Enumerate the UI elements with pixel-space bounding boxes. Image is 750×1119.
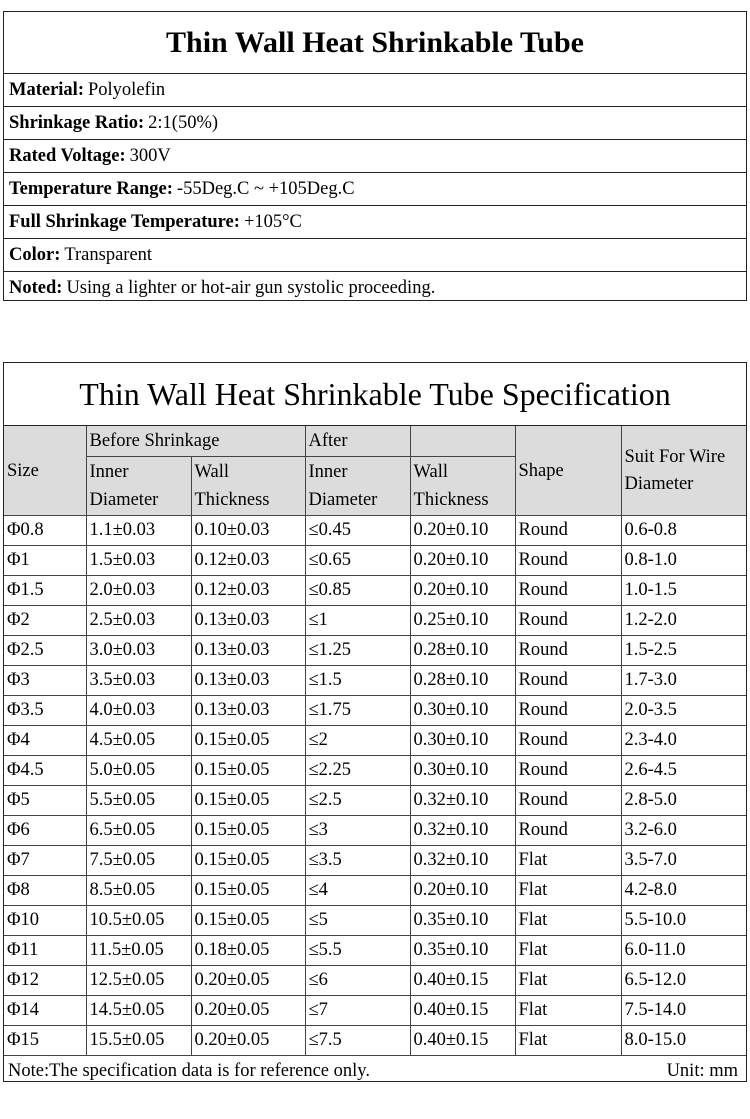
after-inner-cell: ≤5.5 xyxy=(305,936,410,966)
before-wall-cell: 0.15±0.05 xyxy=(191,816,305,846)
properties-title: Thin Wall Heat Shrinkable Tube xyxy=(4,12,746,74)
before-inner-cell: 11.5±0.05 xyxy=(86,936,191,966)
before-wall-cell: 0.20±0.05 xyxy=(191,1026,305,1056)
size-cell: Φ3.5 xyxy=(4,696,86,726)
suit-cell: 4.2-8.0 xyxy=(621,876,746,906)
header-shape: Shape xyxy=(515,426,621,516)
property-value: +105°C xyxy=(243,211,302,232)
header-before-wall-thickness: Wall Thickness xyxy=(191,457,305,516)
before-wall-cell: 0.15±0.05 xyxy=(191,846,305,876)
shape-cell: Flat xyxy=(515,966,621,996)
table-row xyxy=(4,516,746,546)
after-inner-cell: ≤7 xyxy=(305,996,410,1026)
table-row xyxy=(4,636,746,666)
size-cell: Φ2.5 xyxy=(4,636,86,666)
shape-cell: Flat xyxy=(515,906,621,936)
before-wall-cell: 0.15±0.05 xyxy=(191,876,305,906)
shape-cell: Flat xyxy=(515,1026,621,1056)
table-row xyxy=(4,786,746,816)
after-wall-cell: 0.32±0.10 xyxy=(410,846,515,876)
after-wall-cell: 0.32±0.10 xyxy=(410,786,515,816)
before-wall-cell: 0.15±0.05 xyxy=(191,906,305,936)
suit-cell: 8.0-15.0 xyxy=(621,1026,746,1056)
before-wall-cell: 0.20±0.05 xyxy=(191,966,305,996)
before-wall-cell: 0.13±0.03 xyxy=(191,606,305,636)
table-row xyxy=(4,696,746,726)
suit-cell: 2.6-4.5 xyxy=(621,756,746,786)
header-after-wall-thickness: Wall Thickness xyxy=(410,457,515,516)
before-inner-cell: 10.5±0.05 xyxy=(86,906,191,936)
suit-cell: 2.3-4.0 xyxy=(621,726,746,756)
suit-cell: 6.0-11.0 xyxy=(621,936,746,966)
shape-cell: Round xyxy=(515,546,621,576)
after-inner-cell: ≤5 xyxy=(305,906,410,936)
table-row xyxy=(4,846,746,876)
shape-cell: Flat xyxy=(515,936,621,966)
header-after: After xyxy=(305,426,410,457)
after-inner-cell: ≤2.25 xyxy=(305,756,410,786)
before-inner-cell: 15.5±0.05 xyxy=(86,1026,191,1056)
after-wall-cell: 0.20±0.10 xyxy=(410,876,515,906)
specification-table xyxy=(3,362,747,1082)
shape-cell: Flat xyxy=(515,846,621,876)
before-inner-cell: 3.5±0.03 xyxy=(86,666,191,696)
before-inner-cell: 4.0±0.03 xyxy=(86,696,191,726)
suit-cell: 0.6-0.8 xyxy=(621,516,746,546)
suit-cell: 0.8-1.0 xyxy=(621,546,746,576)
property-label: Full Shrinkage Temperature: xyxy=(9,211,240,232)
shape-cell: Flat xyxy=(515,876,621,906)
table-row xyxy=(4,546,746,576)
after-wall-cell: 0.35±0.10 xyxy=(410,936,515,966)
after-inner-cell: ≤4 xyxy=(305,876,410,906)
shape-cell: Round xyxy=(515,756,621,786)
suit-cell: 1.5-2.5 xyxy=(621,636,746,666)
property-row xyxy=(4,107,746,140)
size-cell: Φ12 xyxy=(4,966,86,996)
spec-title: Thin Wall Heat Shrinkable Tube Specification xyxy=(4,363,746,426)
property-row xyxy=(4,272,746,305)
property-label: Material: xyxy=(9,79,84,100)
before-wall-cell: 0.15±0.05 xyxy=(191,786,305,816)
table-row xyxy=(4,876,746,906)
header-before-shrinkage: Before Shrinkage xyxy=(86,426,305,457)
before-inner-cell: 12.5±0.05 xyxy=(86,966,191,996)
header-before-inner-diameter: Inner Diameter xyxy=(86,457,191,516)
footer-unit: Unit: mm xyxy=(666,1060,738,1081)
before-wall-cell: 0.15±0.05 xyxy=(191,756,305,786)
table-row xyxy=(4,906,746,936)
shape-cell: Round xyxy=(515,666,621,696)
after-wall-cell: 0.28±0.10 xyxy=(410,636,515,666)
suit-cell: 2.0-3.5 xyxy=(621,696,746,726)
header-after-blank xyxy=(410,426,515,457)
spec-footer xyxy=(4,1056,746,1086)
before-wall-cell: 0.13±0.03 xyxy=(191,666,305,696)
after-wall-cell: 0.30±0.10 xyxy=(410,726,515,756)
property-row xyxy=(4,173,746,206)
after-wall-cell: 0.40±0.15 xyxy=(410,996,515,1026)
before-inner-cell: 1.1±0.03 xyxy=(86,516,191,546)
property-label: Rated Voltage: xyxy=(9,145,126,166)
property-value: Polyolefin xyxy=(88,79,166,100)
before-inner-cell: 5.5±0.05 xyxy=(86,786,191,816)
table-row xyxy=(4,966,746,996)
before-inner-cell: 6.5±0.05 xyxy=(86,816,191,846)
before-inner-cell: 3.0±0.03 xyxy=(86,636,191,666)
size-cell: Φ3 xyxy=(4,666,86,696)
after-inner-cell: ≤0.65 xyxy=(305,546,410,576)
after-inner-cell: ≤2 xyxy=(305,726,410,756)
size-cell: Φ6 xyxy=(4,816,86,846)
shape-cell: Round xyxy=(515,726,621,756)
after-inner-cell: ≤7.5 xyxy=(305,1026,410,1056)
property-value: Transparent xyxy=(64,244,153,265)
after-wall-cell: 0.20±0.10 xyxy=(410,576,515,606)
after-inner-cell: ≤6 xyxy=(305,966,410,996)
suit-cell: 5.5-10.0 xyxy=(621,906,746,936)
properties-table xyxy=(3,11,747,301)
spec-grid xyxy=(4,426,746,1056)
property-row xyxy=(4,206,746,239)
footer-note: Note:The specification data is for reference only. xyxy=(8,1060,370,1081)
property-row xyxy=(4,140,746,173)
before-wall-cell: 0.12±0.03 xyxy=(191,576,305,606)
table-row xyxy=(4,996,746,1026)
suit-cell: 7.5-14.0 xyxy=(621,996,746,1026)
before-inner-cell: 7.5±0.05 xyxy=(86,846,191,876)
before-inner-cell: 2.0±0.03 xyxy=(86,576,191,606)
after-wall-cell: 0.20±0.10 xyxy=(410,546,515,576)
before-wall-cell: 0.18±0.05 xyxy=(191,936,305,966)
size-cell: Φ1 xyxy=(4,546,86,576)
after-wall-cell: 0.30±0.10 xyxy=(410,696,515,726)
before-inner-cell: 8.5±0.05 xyxy=(86,876,191,906)
table-row xyxy=(4,936,746,966)
property-label: Shrinkage Ratio: xyxy=(9,112,145,133)
after-inner-cell: ≤1.5 xyxy=(305,666,410,696)
shape-cell: Round xyxy=(515,786,621,816)
header-after-inner-diameter: Inner Diameter xyxy=(305,457,410,516)
after-wall-cell: 0.32±0.10 xyxy=(410,816,515,846)
shape-cell: Flat xyxy=(515,996,621,1026)
table-row xyxy=(4,726,746,756)
size-cell: Φ2 xyxy=(4,606,86,636)
after-inner-cell: ≤2.5 xyxy=(305,786,410,816)
after-inner-cell: ≤3 xyxy=(305,816,410,846)
table-row xyxy=(4,816,746,846)
shape-cell: Round xyxy=(515,636,621,666)
suit-cell: 3.5-7.0 xyxy=(621,846,746,876)
after-wall-cell: 0.35±0.10 xyxy=(410,906,515,936)
after-wall-cell: 0.40±0.15 xyxy=(410,1026,515,1056)
property-value: 2:1(50%) xyxy=(148,112,219,133)
header-size: Size xyxy=(4,426,86,516)
table-row xyxy=(4,756,746,786)
property-value: Using a lighter or hot-air gun systolic proceeding. xyxy=(66,278,436,298)
table-row xyxy=(4,666,746,696)
suit-cell: 1.7-3.0 xyxy=(621,666,746,696)
size-cell: Φ11 xyxy=(4,936,86,966)
before-inner-cell: 1.5±0.03 xyxy=(86,546,191,576)
size-cell: Φ14 xyxy=(4,996,86,1026)
suit-cell: 3.2-6.0 xyxy=(621,816,746,846)
after-inner-cell: ≤0.85 xyxy=(305,576,410,606)
properties-rows xyxy=(4,74,746,305)
property-row xyxy=(4,239,746,272)
spec-body xyxy=(4,516,746,1056)
size-cell: Φ10 xyxy=(4,906,86,936)
after-wall-cell: 0.28±0.10 xyxy=(410,666,515,696)
size-cell: Φ15 xyxy=(4,1026,86,1056)
size-cell: Φ4 xyxy=(4,726,86,756)
size-cell: Φ7 xyxy=(4,846,86,876)
before-inner-cell: 4.5±0.05 xyxy=(86,726,191,756)
suit-cell: 2.8-5.0 xyxy=(621,786,746,816)
size-cell: Φ1.5 xyxy=(4,576,86,606)
after-wall-cell: 0.20±0.10 xyxy=(410,516,515,546)
before-inner-cell: 14.5±0.05 xyxy=(86,996,191,1026)
shape-cell: Round xyxy=(515,576,621,606)
size-cell: Φ0.8 xyxy=(4,516,86,546)
shape-cell: Round xyxy=(515,606,621,636)
property-label: Noted: xyxy=(9,278,63,298)
suit-cell: 6.5-12.0 xyxy=(621,966,746,996)
after-wall-cell: 0.40±0.15 xyxy=(410,966,515,996)
size-cell: Φ4.5 xyxy=(4,756,86,786)
after-wall-cell: 0.25±0.10 xyxy=(410,606,515,636)
before-wall-cell: 0.12±0.03 xyxy=(191,546,305,576)
before-wall-cell: 0.20±0.05 xyxy=(191,996,305,1026)
property-label: Color: xyxy=(9,244,61,265)
suit-cell: 1.2-2.0 xyxy=(621,606,746,636)
after-inner-cell: ≤3.5 xyxy=(305,846,410,876)
property-value: -55Deg.C ~ +105Deg.C xyxy=(176,178,355,199)
spec-header xyxy=(4,426,746,516)
table-row xyxy=(4,576,746,606)
after-inner-cell: ≤1 xyxy=(305,606,410,636)
before-wall-cell: 0.13±0.03 xyxy=(191,696,305,726)
after-inner-cell: ≤1.75 xyxy=(305,696,410,726)
before-inner-cell: 2.5±0.03 xyxy=(86,606,191,636)
size-cell: Φ5 xyxy=(4,786,86,816)
property-label: Temperature Range: xyxy=(9,178,173,199)
suit-cell: 1.0-1.5 xyxy=(621,576,746,606)
before-wall-cell: 0.10±0.03 xyxy=(191,516,305,546)
shape-cell: Round xyxy=(515,816,621,846)
table-row xyxy=(4,1026,746,1056)
shape-cell: Round xyxy=(515,516,621,546)
size-cell: Φ8 xyxy=(4,876,86,906)
before-wall-cell: 0.13±0.03 xyxy=(191,636,305,666)
header-suit-for-wire: Suit For Wire Diameter xyxy=(621,426,746,516)
after-wall-cell: 0.30±0.10 xyxy=(410,756,515,786)
after-inner-cell: ≤1.25 xyxy=(305,636,410,666)
after-inner-cell: ≤0.45 xyxy=(305,516,410,546)
table-row xyxy=(4,606,746,636)
before-wall-cell: 0.15±0.05 xyxy=(191,726,305,756)
shape-cell: Round xyxy=(515,696,621,726)
property-value: 300V xyxy=(129,145,171,166)
property-row xyxy=(4,74,746,107)
before-inner-cell: 5.0±0.05 xyxy=(86,756,191,786)
